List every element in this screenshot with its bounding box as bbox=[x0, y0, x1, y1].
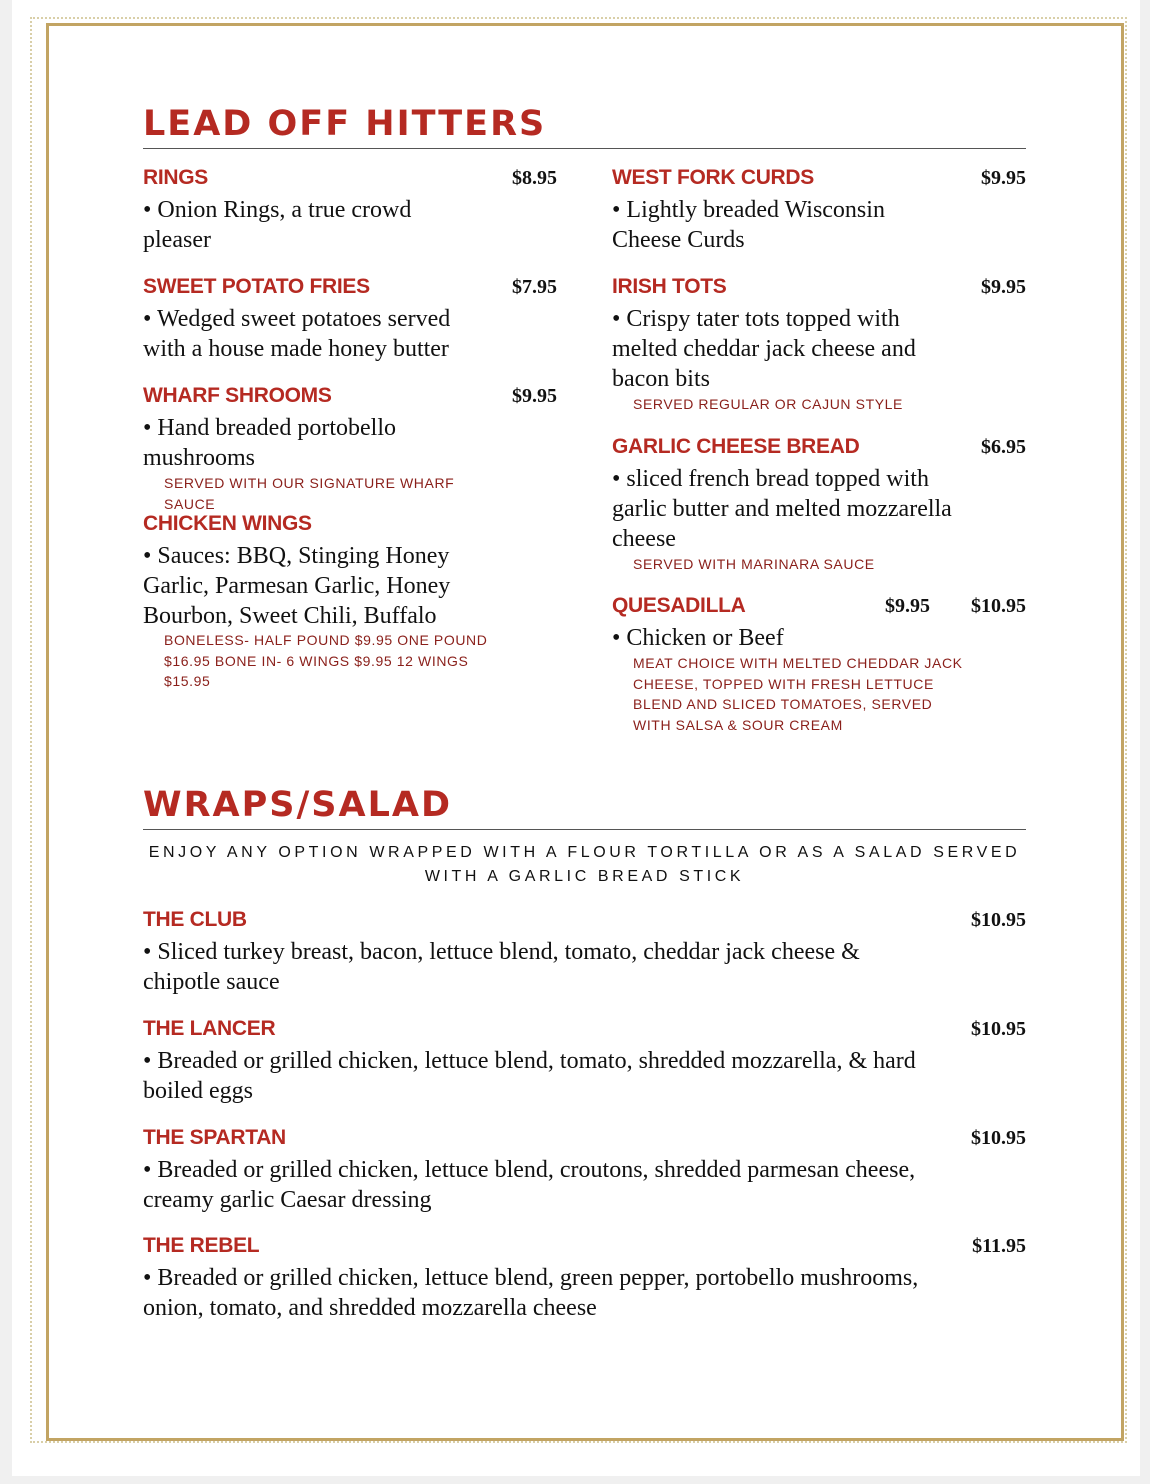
item-price: $9.95 bbox=[512, 385, 557, 407]
item-description: • Sliced turkey breast, bacon, lettuce blend, tomato, cheddar jack cheese & chipotle sauce bbox=[143, 939, 860, 995]
item-name: THE SPARTAN bbox=[143, 1126, 286, 1149]
item-description: • Crispy tater tots topped with melted cheddar jack cheese and bacon bits bbox=[612, 306, 916, 392]
item-name: RINGS bbox=[143, 166, 209, 189]
item-description: • Breaded or grilled chicken, lettuce blend, croutons, shredded parmesan cheese, creamy garlic Caesar dressing bbox=[143, 1157, 916, 1213]
menu-item-wharf-shrooms bbox=[143, 383, 557, 512]
item-price: $9.95 bbox=[885, 595, 930, 617]
item-name: THE CLUB bbox=[143, 908, 247, 931]
menu-item-chicken-wings bbox=[143, 511, 557, 696]
item-note: SERVED WITH OUR SIGNATURE WHARF SAUCE bbox=[164, 475, 455, 512]
menu-item-the-spartan bbox=[143, 1125, 1026, 1215]
item-description: • sliced french bread topped with garlic butter and melted mozzarella cheese bbox=[612, 466, 952, 552]
menu-item-the-club bbox=[143, 907, 1026, 997]
item-price: $8.95 bbox=[512, 167, 557, 189]
item-description: • Breaded or grilled chicken, lettuce blend, green pepper, portobello mushrooms, onion, tomato, and shredded mozzarella cheese bbox=[143, 1265, 919, 1321]
item-note: MEAT CHOICE WITH MELTED CHEDDAR JACK CHEESE, TOPPED WITH FRESH LETTUCE BLEND AND SLICED TOMATOES, SERVED WITH SALSA & SOUR CREAM bbox=[633, 655, 963, 733]
menu-item-west-fork-curds bbox=[612, 165, 1026, 255]
item-price: $11.95 bbox=[972, 1235, 1026, 1257]
item-note: BONELESS- HALF POUND $9.95 ONE POUND $16.95 BONE IN- 6 WINGS $9.95 12 WINGS $15.95 bbox=[164, 632, 488, 689]
section-title-wraps-salad: WRAPS/SALAD bbox=[143, 785, 453, 825]
item-name: QUESADILLA bbox=[612, 594, 746, 617]
item-price: $7.95 bbox=[512, 276, 557, 298]
section-divider bbox=[143, 829, 1026, 830]
section-title-lead-off: LEAD OFF HITTERS bbox=[143, 104, 547, 144]
menu-item-quesadilla bbox=[612, 593, 1026, 738]
item-name: WEST FORK CURDS bbox=[612, 166, 814, 189]
menu-item-irish-tots bbox=[612, 274, 1026, 419]
item-price: $10.95 bbox=[971, 1127, 1026, 1149]
item-description: • Onion Rings, a true crowd pleaser bbox=[143, 197, 412, 253]
item-name: THE LANCER bbox=[143, 1017, 276, 1040]
item-price: $6.95 bbox=[981, 436, 1026, 458]
item-name: IRISH TOTS bbox=[612, 275, 727, 298]
item-name: THE REBEL bbox=[143, 1234, 260, 1257]
item-price: $10.95 bbox=[971, 1018, 1026, 1040]
item-description: • Chicken or Beef bbox=[612, 625, 784, 651]
item-description: • Breaded or grilled chicken, lettuce blend, tomato, shredded mozzarella, & hard boiled eggs bbox=[143, 1048, 916, 1104]
item-description: • Lightly breaded Wisconsin Cheese Curds bbox=[612, 197, 885, 253]
item-description: • Wedged sweet potatoes served with a house made honey butter bbox=[143, 306, 451, 362]
section-tagline: ENJOY ANY OPTION WRAPPED WITH A FLOUR TORTILLA OR AS A SALAD SERVED WITH A GARLIC BREAD STICK bbox=[148, 844, 1021, 885]
item-description: • Hand breaded portobello mushrooms bbox=[143, 415, 396, 471]
menu-item-rings bbox=[143, 165, 557, 255]
item-price: $9.95 bbox=[981, 167, 1026, 189]
menu-item-the-rebel bbox=[143, 1233, 1026, 1323]
section-divider bbox=[143, 148, 1026, 149]
item-price: $10.95 bbox=[971, 909, 1026, 931]
item-name: GARLIC CHEESE BREAD bbox=[612, 435, 860, 458]
menu-item-the-lancer bbox=[143, 1016, 1026, 1106]
item-note: SERVED WITH MARINARA SAUCE bbox=[633, 556, 875, 572]
menu-item-sweet-potato-fries bbox=[143, 274, 557, 364]
item-price-alt: $10.95 bbox=[971, 595, 1026, 617]
item-price: $9.95 bbox=[981, 276, 1026, 298]
menu-item-garlic-cheese-bread bbox=[612, 434, 1026, 579]
item-name: WHARF SHROOMS bbox=[143, 384, 332, 407]
item-name: CHICKEN WINGS bbox=[143, 512, 312, 535]
item-description: • Sauces: BBQ, Stinging Honey Garlic, Parmesan Garlic, Honey Bourbon, Sweet Chili, Buffalo bbox=[143, 543, 451, 629]
item-note: SERVED REGULAR OR CAJUN STYLE bbox=[633, 396, 903, 412]
item-name: SWEET POTATO FRIES bbox=[143, 275, 370, 298]
